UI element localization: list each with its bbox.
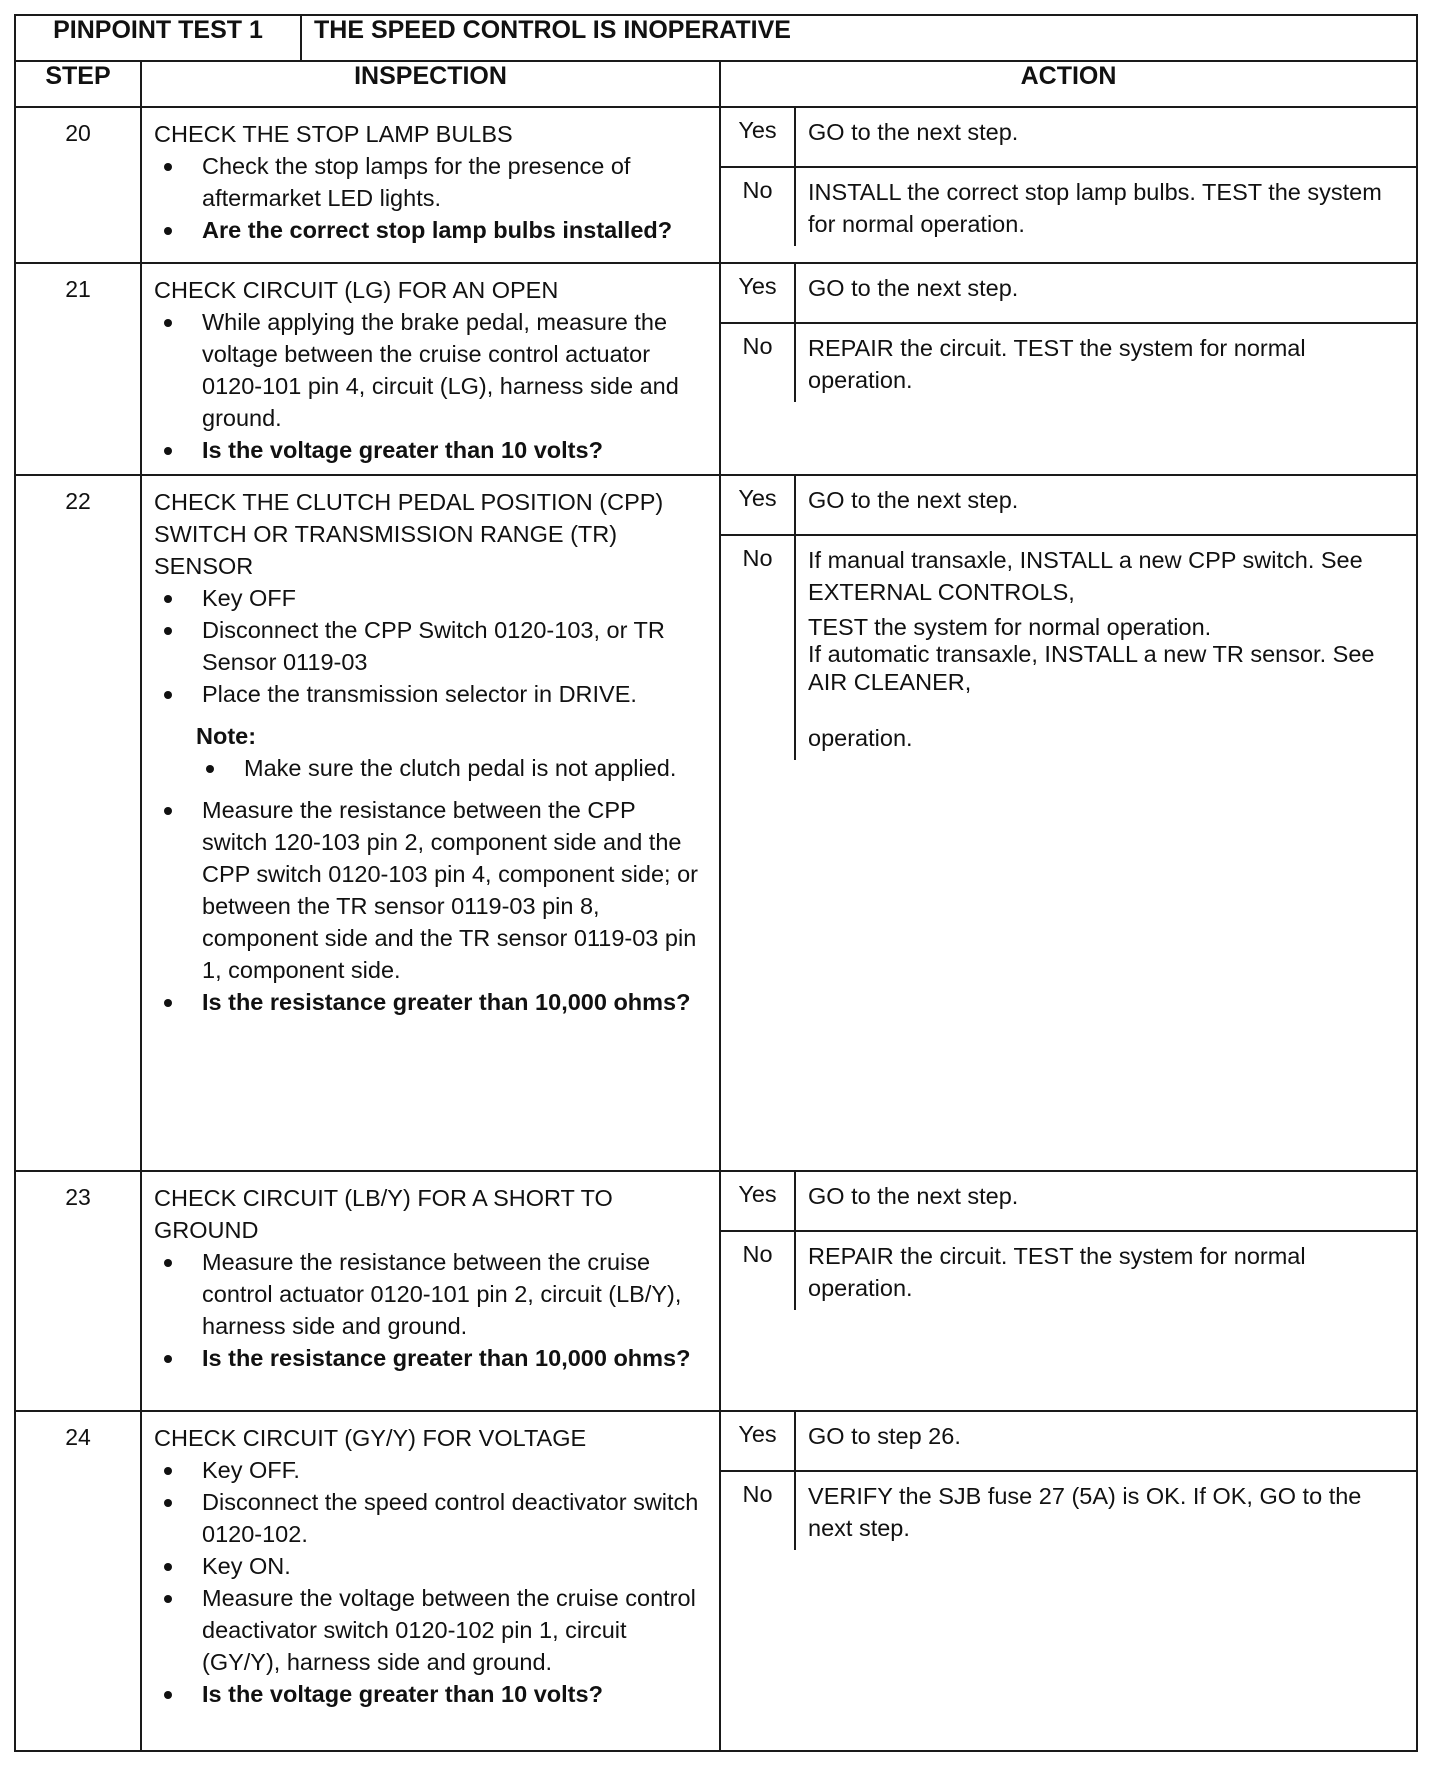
step-row-24	[15, 1411, 1417, 1751]
no-action: VERIFY the SJB fuse 27 (5A) is OK. If OK, GO to the next step.	[808, 1483, 1362, 1541]
step-number: 23	[15, 1171, 141, 1411]
step-column-header: STEP	[15, 61, 141, 107]
step-row-21	[15, 263, 1417, 475]
column-header-row	[15, 61, 1417, 107]
step-number: 21	[15, 263, 141, 475]
no-action-line: TEST the system for normal operation.	[808, 614, 1212, 640]
test-label: PINPOINT TEST 1	[15, 15, 301, 61]
no-action-line: operation.	[808, 725, 913, 751]
action-cell	[720, 263, 1417, 475]
test-title: THE SPEED CONTROL IS INOPERATIVE	[301, 15, 1417, 61]
inspection-cell	[141, 263, 720, 475]
test-title-row	[15, 15, 1417, 61]
no-action: INSTALL the correct stop lamp bulbs. TEST the system for normal operation.	[808, 179, 1382, 237]
step-title: CHECK THE STOP LAMP BULBS	[154, 121, 513, 147]
step-title: CHECK CIRCUIT (LG) FOR AN OPEN	[154, 277, 559, 303]
yes-action: GO to the next step.	[795, 264, 1416, 323]
inspection-question: Is the voltage greater than 10 volts?	[154, 434, 707, 466]
step-number: 22	[15, 475, 141, 1171]
action-cell	[720, 1411, 1417, 1751]
pinpoint-test-table	[14, 14, 1418, 1752]
inspection-question: Are the correct stop lamp bulbs installed?	[154, 214, 707, 246]
action-cell	[720, 107, 1417, 263]
inspection-bullet: Key OFF	[154, 582, 707, 614]
inspection-cell	[141, 107, 720, 263]
inspection-question: Is the resistance greater than 10,000 ohms?	[154, 986, 707, 1018]
yes-label: Yes	[721, 1412, 795, 1471]
yes-action: GO to step 26.	[795, 1412, 1416, 1471]
step-number: 24	[15, 1411, 141, 1751]
pinpoint-test-sheet	[14, 14, 1416, 1752]
inspection-column-header: INSPECTION	[141, 61, 720, 107]
yes-label: Yes	[721, 1172, 795, 1231]
yes-label: Yes	[721, 476, 795, 535]
inspection-bullet: Disconnect the speed control deactivator switch 0120-102.	[154, 1486, 707, 1550]
no-action-line: If automatic transaxle, INSTALL a new TR sensor. See AIR CLEANER,	[808, 641, 1375, 695]
inspection-bullet: Key ON.	[154, 1550, 707, 1582]
note-bullet: Make sure the clutch pedal is not applied.	[196, 752, 707, 784]
no-label: No	[721, 535, 795, 760]
step-number: 20	[15, 107, 141, 263]
no-label: No	[721, 167, 795, 246]
inspection-bullet: Disconnect the CPP Switch 0120-103, or TR Sensor 0119-03	[154, 614, 707, 678]
inspection-bullet: Place the transmission selector in DRIVE.	[154, 678, 707, 710]
no-label: No	[721, 1471, 795, 1550]
no-action-line: If manual transaxle, INSTALL a new CPP switch. See EXTERNAL CONTROLS,	[808, 547, 1363, 605]
action-column-header: ACTION	[720, 61, 1417, 107]
no-action	[795, 535, 1416, 760]
inspection-cell	[141, 1171, 720, 1411]
inspection-bullet: Measure the voltage between the cruise control deactivator switch 0120-102 pin 1, circuit (GY/Y), harness side and ground.	[154, 1582, 707, 1678]
step-title: CHECK CIRCUIT (LB/Y) FOR A SHORT TO GROUND	[154, 1185, 613, 1243]
inspection-bullet: Key OFF.	[154, 1454, 707, 1486]
action-cell	[720, 475, 1417, 1171]
step-row-23	[15, 1171, 1417, 1411]
inspection-bullet: Measure the resistance between the cruise control actuator 0120-101 pin 2, circuit (LB/Y), harness side and ground.	[154, 1246, 707, 1342]
note-label: Note:	[196, 723, 257, 749]
yes-action: GO to the next step.	[795, 108, 1416, 167]
inspection-question: Is the voltage greater than 10 volts?	[154, 1678, 707, 1710]
action-cell	[720, 1171, 1417, 1411]
inspection-cell	[141, 475, 720, 1171]
step-row-20	[15, 107, 1417, 263]
yes-action: GO to the next step.	[795, 476, 1416, 535]
inspection-bullet: While applying the brake pedal, measure the voltage between the cruise control actuator 0120-101 pin 4, circuit (LG), harness side and ground.	[154, 306, 707, 434]
yes-action: GO to the next step.	[795, 1172, 1416, 1231]
inspection-bullet: Check the stop lamps for the presence of aftermarket LED lights.	[154, 150, 707, 214]
no-label: No	[721, 323, 795, 402]
step-row-22	[15, 475, 1417, 1171]
inspection-question: Is the resistance greater than 10,000 ohms?	[154, 1342, 707, 1374]
yes-label: Yes	[721, 264, 795, 323]
inspection-bullet: Measure the resistance between the CPP switch 120-103 pin 2, component side and the CPP switch 0120-103 pin 4, component side; or between the TR sensor 0119-03 pin 8, component side and the TR sensor 0119-03 pin 1, component side.	[154, 794, 707, 986]
inspection-cell	[141, 1411, 720, 1751]
no-action: REPAIR the circuit. TEST the system for normal operation.	[808, 335, 1306, 393]
no-label: No	[721, 1231, 795, 1310]
note-block	[196, 720, 707, 784]
no-action: REPAIR the circuit. TEST the system for normal operation.	[808, 1243, 1306, 1301]
step-title: CHECK THE CLUTCH PEDAL POSITION (CPP) SWITCH OR TRANSMISSION RANGE (TR) SENSOR	[154, 489, 664, 579]
yes-label: Yes	[721, 108, 795, 167]
step-title: CHECK CIRCUIT (GY/Y) FOR VOLTAGE	[154, 1425, 587, 1451]
